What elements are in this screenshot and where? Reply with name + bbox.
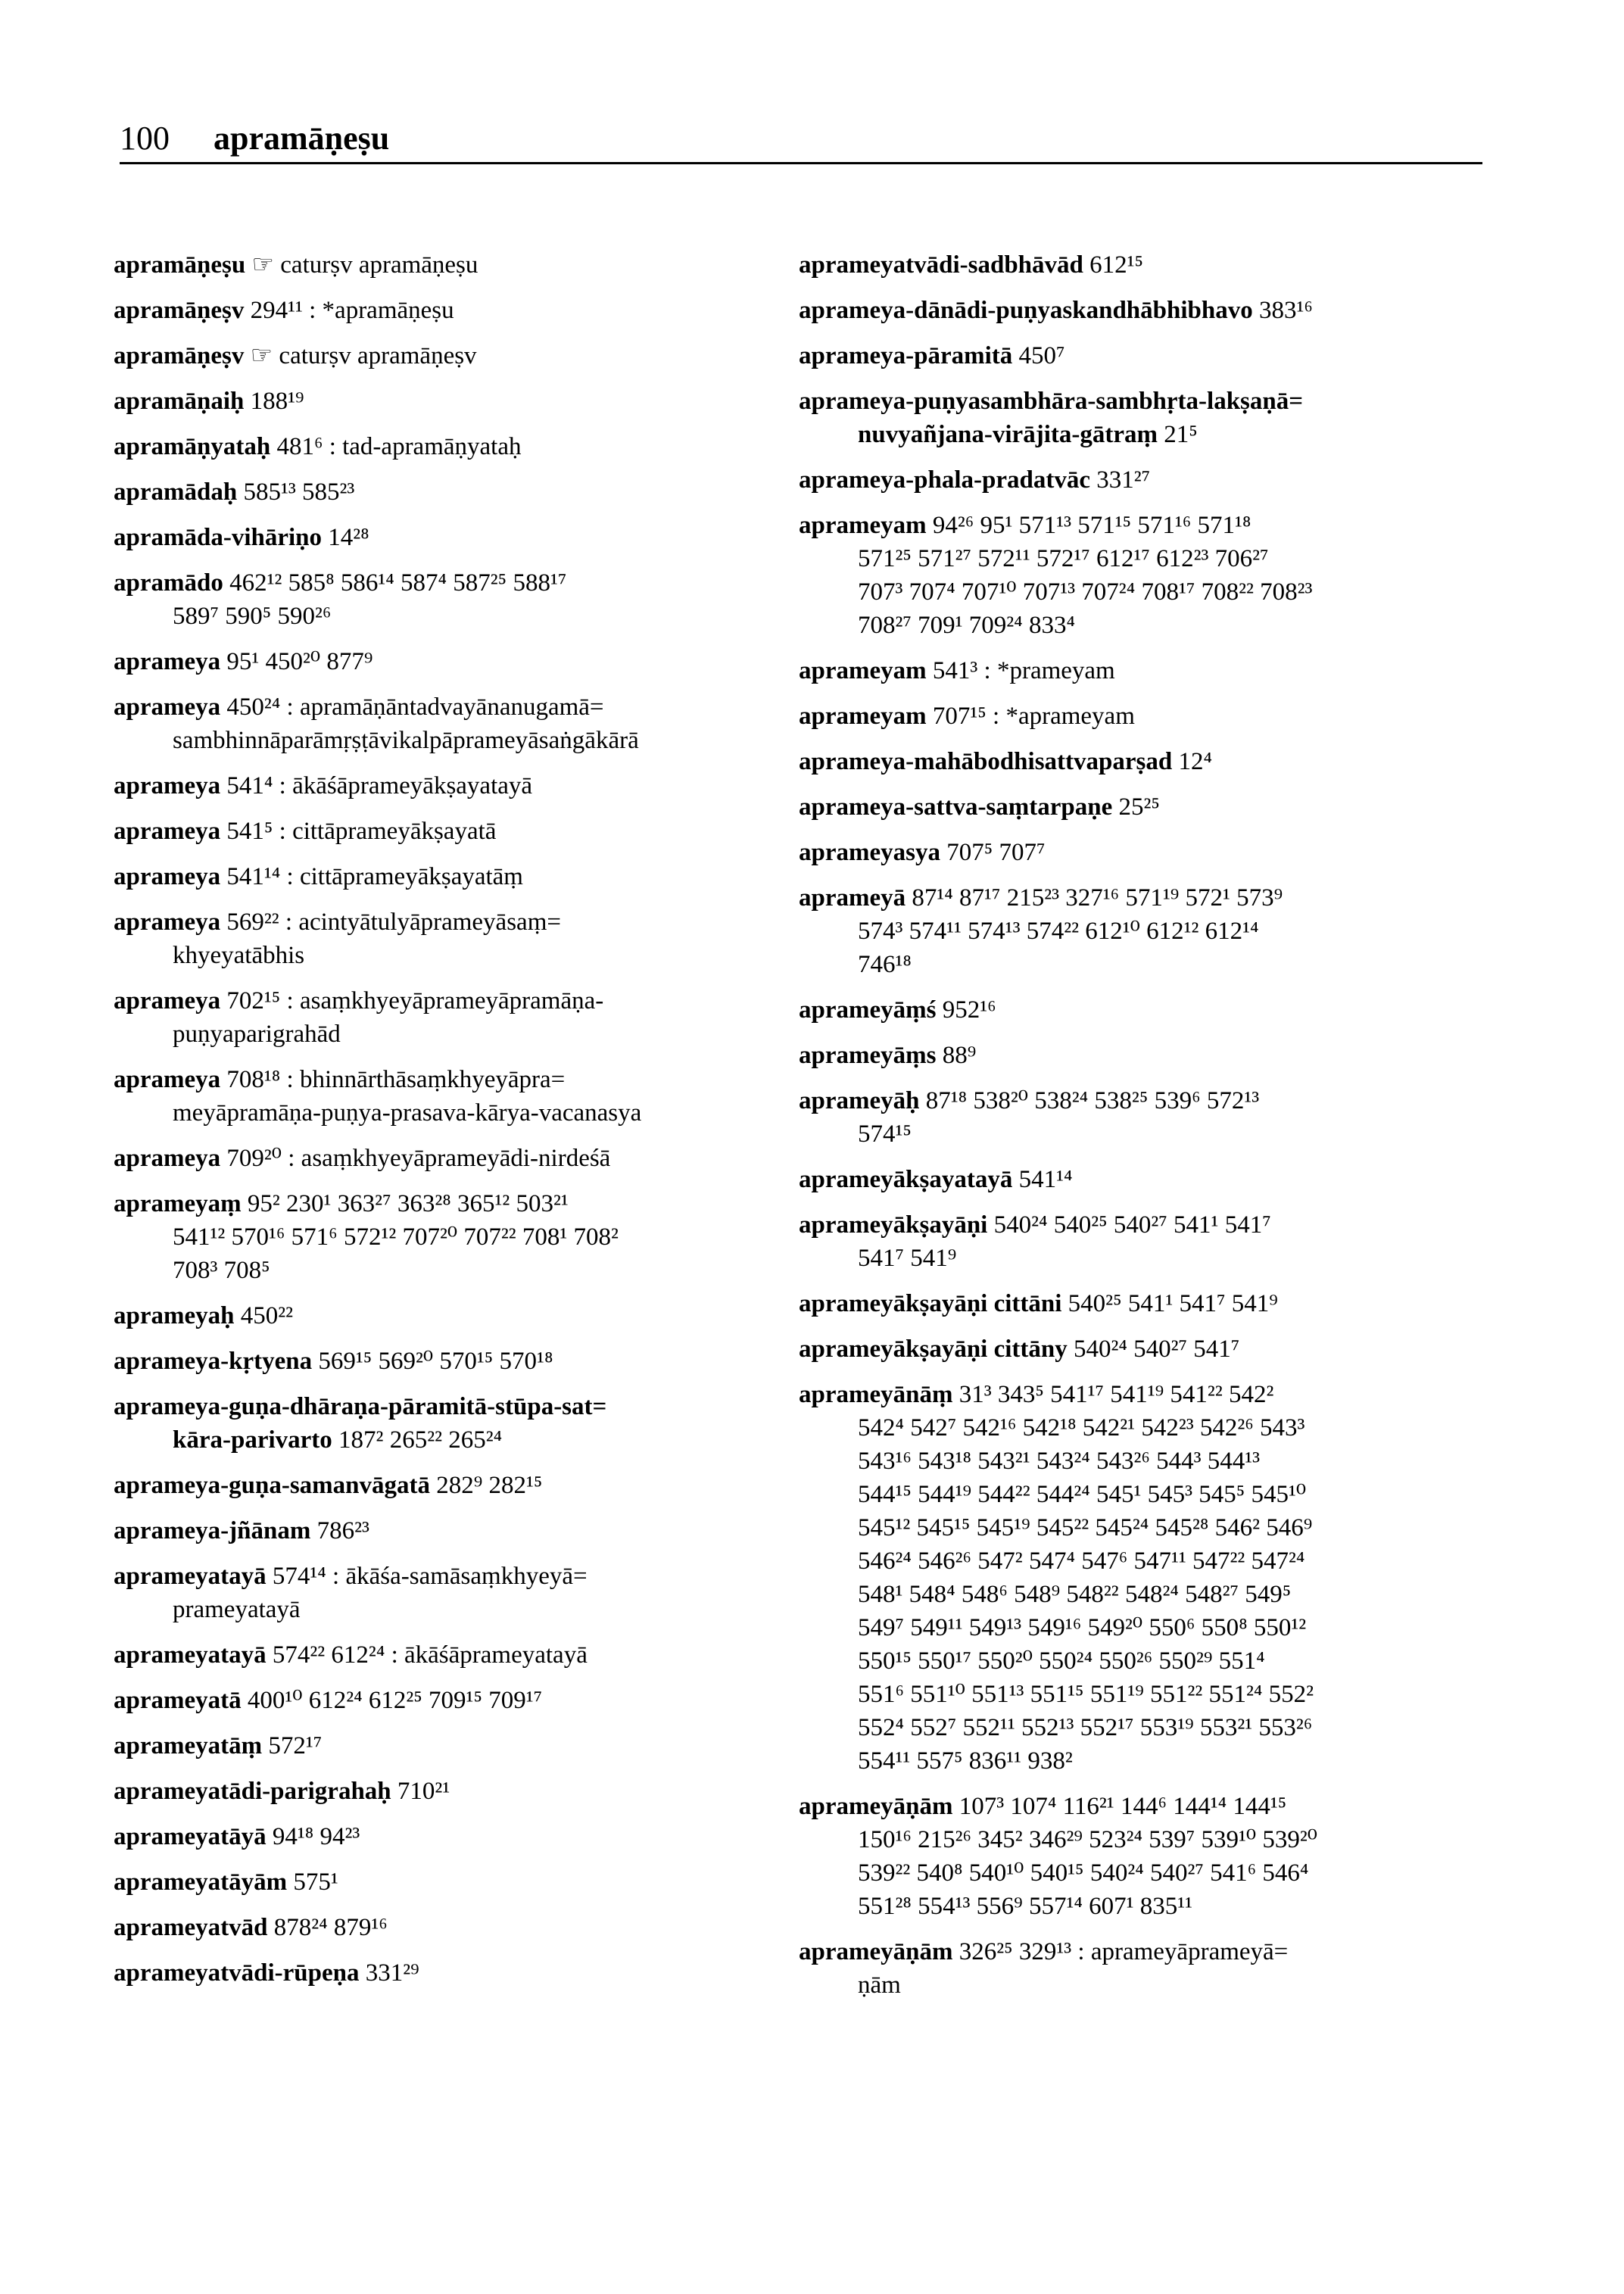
- index-entry: [114, 645, 780, 678]
- index-entry: [799, 700, 1465, 733]
- entry-headword: aprameyāḥ: [799, 1087, 920, 1114]
- entry-references: 575¹: [293, 1869, 338, 1896]
- entry-references: 450⁷: [1018, 342, 1065, 369]
- index-entry: [799, 1208, 1465, 1275]
- index-entry: [799, 385, 1465, 451]
- entry-references: 585¹³ 585²³: [243, 478, 355, 506]
- entry-references: 25²⁵: [1118, 793, 1160, 821]
- index-entry: [799, 881, 1465, 981]
- entry-headword: apramāda-vihāriṇo: [114, 524, 323, 551]
- index-entry: [114, 294, 780, 327]
- entry-headword: aprameya-sattva-saṃtarpaṇe: [799, 793, 1113, 821]
- index-entry: [114, 860, 780, 893]
- entry-headword: aprameyā: [799, 884, 906, 912]
- entry-headword: aprameya: [114, 987, 221, 1015]
- entry-headword: aprameyasya: [799, 839, 940, 866]
- entry-references: 708¹⁸ : bhinnārthāsaṃkhyeyāpra= meyāpramāṇa-puṇya-prasava-kārya-vacanasya: [173, 1066, 642, 1127]
- entry-headword: aprameyāṇām: [799, 1938, 953, 1965]
- entry-headword: aprameyākṣayatayā: [799, 1166, 1013, 1193]
- page-header: [120, 115, 1482, 164]
- entry-references: 87¹⁸ 538²⁰ 538²⁴ 538²⁵ 539⁶ 572¹³ 574¹⁵: [858, 1087, 1260, 1148]
- index-entry: [114, 248, 780, 282]
- index-entry: [799, 836, 1465, 869]
- entry-headword: apramādaḥ: [114, 478, 238, 506]
- entry-headword: aprameya-dānādi-puṇyaskandhābhibhavo: [799, 297, 1253, 324]
- index-entry: [114, 815, 780, 848]
- index-entry: [799, 654, 1465, 687]
- entry-headword: apramāṇeṣv: [114, 297, 245, 324]
- entry-references: 87¹⁴ 87¹⁷ 215²³ 327¹⁶ 571¹⁹ 572¹ 573⁹ 574³ 574¹¹ 574¹³ 574²² 612¹⁰ 612¹² 612¹⁴ 746¹⁸: [858, 884, 1283, 978]
- entry-references: ☞ caturṣv apramāṇeṣv: [250, 342, 477, 369]
- entry-references: 786²³: [316, 1517, 369, 1544]
- entry-references: 331²⁹: [365, 1959, 419, 1987]
- index-entry: [114, 1684, 780, 1717]
- entry-references: 94¹⁸ 94²³: [272, 1823, 360, 1850]
- index-entry: [799, 339, 1465, 372]
- entry-headword: aprameyatayā: [114, 1641, 267, 1669]
- entry-headword: aprameya: [114, 1145, 221, 1172]
- index-entry: [799, 1084, 1465, 1151]
- entry-references: 709²⁰ : asaṃkhyeyāprameyādi-nirdeśā: [226, 1145, 611, 1172]
- index-entry: [114, 769, 780, 803]
- index-entry: [114, 984, 780, 1051]
- entry-references: 540²⁴ 540²⁷ 541⁷: [1074, 1336, 1240, 1363]
- entry-references: 383¹⁶: [1259, 297, 1313, 324]
- entry-headword: apramāṇaiḥ: [114, 388, 245, 415]
- entry-headword: apramāṇeṣv: [114, 342, 245, 369]
- index-entry: [114, 1865, 780, 1899]
- entry-headword: aprameya: [114, 863, 221, 890]
- entry-references: 88⁹: [942, 1042, 977, 1069]
- entry-references: 450²⁴ : apramāṇāntadvayānanugamā= sambhinnāparāmṛṣṭāvikalpāprameyāsaṅgākārā: [173, 693, 639, 754]
- entry-headword: aprameyatvādi-rūpeṇa: [114, 1959, 360, 1987]
- entry-headword: aprameyākṣayāṇi cittāni: [799, 1290, 1062, 1317]
- index-entry: [114, 385, 780, 418]
- entry-headword: aprameyāṇām: [799, 1793, 953, 1820]
- entry-headword: aprameyaṃ: [114, 1190, 242, 1217]
- entry-references: 569¹⁵ 569²⁰ 570¹⁵ 570¹⁸: [318, 1348, 553, 1375]
- entry-headword: aprameya: [114, 909, 221, 936]
- entry-references: 574²² 612²⁴ : ākāśāprameyatayā: [272, 1641, 588, 1669]
- entry-headword: aprameya-pāramitā: [799, 342, 1013, 369]
- index-entry: [114, 1775, 780, 1808]
- index-entry: [799, 993, 1465, 1027]
- entry-headword: apramāṇeṣu: [114, 251, 246, 279]
- entry-references: 540²⁵ 541¹ 541⁷ 541⁹: [1068, 1290, 1278, 1317]
- entry-headword: aprameyāṃs: [799, 1042, 937, 1069]
- entry-references: 14²⁸: [328, 524, 369, 551]
- entry-references: 702¹⁵ : asaṃkhyeyāprameyāpramāṇa- puṇyaparigrahād: [173, 987, 604, 1048]
- index-entry: [799, 463, 1465, 497]
- entry-references: 400¹⁰ 612²⁴ 612²⁵ 709¹⁵ 709¹⁷: [247, 1687, 543, 1714]
- entry-headword: aprameyam: [799, 703, 927, 730]
- page-number: 100: [120, 120, 170, 157]
- index-entry: [799, 294, 1465, 327]
- index-entry: [114, 1820, 780, 1853]
- index-entry: [114, 475, 780, 509]
- index-entry: [114, 1560, 780, 1626]
- entry-headword: aprameya: [114, 772, 221, 799]
- index-entry: [114, 1911, 780, 1944]
- entry-headword: aprameyam: [799, 657, 927, 684]
- entry-headword: aprameyāṃś: [799, 996, 937, 1024]
- index-entry: [114, 1187, 780, 1287]
- index-entry: [114, 1638, 780, 1672]
- index-entry: [114, 905, 780, 972]
- entry-references: 12⁴: [1178, 748, 1212, 775]
- entry-headword: aprameyatāṃ: [114, 1732, 263, 1759]
- entry-references: 612¹⁵: [1089, 251, 1144, 279]
- index-entry: [114, 521, 780, 554]
- index-entry: [114, 339, 780, 372]
- index-entry: [114, 1345, 780, 1378]
- entry-references: 94²⁶ 95¹ 571¹³ 571¹⁵ 571¹⁶ 571¹⁸ 571²⁵ 571²⁷ 572¹¹ 572¹⁷ 612¹⁷ 612²³ 706²⁷ 707³ 707⁴ 707¹⁰ 707¹³ 707²⁴ 708¹⁷ 708²² 708²³ 708²⁷ 709¹ 709²⁴ 833⁴: [858, 512, 1313, 639]
- entry-headword: aprameya-guṇa-samanvāgatā: [114, 1472, 430, 1499]
- entry-references: 107³ 107⁴ 116²¹ 144⁶ 144¹⁴ 144¹⁵ 150¹⁶ 215²⁶ 345² 346²⁹ 523²⁴ 539⁷ 539¹⁰ 539²⁰ 539²² 540⁸ 540¹⁰ 540¹⁵ 540²⁴ 540²⁷ 541⁶ 546⁴ 551²⁸ 554¹³ 556⁹ 557¹⁴ 607¹ 835¹¹: [858, 1793, 1317, 1920]
- entry-references: 569²² : acintyātulyāprameyāsaṃ= khyeyatābhis: [173, 909, 561, 969]
- index-entry: [114, 1514, 780, 1548]
- entry-references: 541³ : *prameyam: [932, 657, 1115, 684]
- entry-references: 707⁵ 707⁷: [946, 839, 1046, 866]
- entry-headword: aprameyatādi-parigrahaḥ: [114, 1778, 391, 1805]
- entry-headword: aprameyākṣayāṇi cittāny: [799, 1336, 1068, 1363]
- index-entry: [114, 1063, 780, 1130]
- entry-references: 21⁵: [1164, 421, 1198, 448]
- entry-references: 481⁶ : tad-apramāṇyataḥ: [276, 433, 522, 460]
- entry-headword: aprameyaḥ: [114, 1302, 235, 1329]
- index-entry: [799, 1287, 1465, 1320]
- index-entry: [114, 690, 780, 757]
- entry-headword: aprameya-guṇa-dhāraṇa-pāramitā-stūpa-sat= kāra-parivarto: [114, 1393, 607, 1454]
- entry-references: 572¹⁷: [268, 1732, 323, 1759]
- entry-references: 952¹⁶: [942, 996, 996, 1024]
- entry-references: 574¹⁴ : ākāśa-samāsaṃkhyeyā= prameyatayā: [173, 1563, 588, 1623]
- index-entry: [799, 790, 1465, 824]
- entry-headword: apramādo: [114, 569, 223, 597]
- entry-headword: aprameya-phala-pradatvāc: [799, 466, 1090, 494]
- index-entry: [114, 566, 780, 633]
- entry-references: 95¹ 450²⁰ 877⁹: [226, 648, 373, 675]
- index-entry: [114, 1142, 780, 1175]
- entry-references: 187² 265²² 265²⁴: [338, 1426, 503, 1454]
- entry-headword: aprameyatā: [114, 1687, 242, 1714]
- entry-headword: aprameyatāyā: [114, 1823, 267, 1850]
- entry-references: ☞ caturṣv apramāṇeṣu: [251, 251, 478, 279]
- entry-headword: aprameya: [114, 1066, 221, 1093]
- entry-headword: aprameya: [114, 693, 221, 721]
- entry-headword: aprameya: [114, 648, 221, 675]
- entry-references: 294¹¹ : *apramāṇeṣu: [250, 297, 454, 324]
- entry-headword: apramāṇyataḥ: [114, 433, 271, 460]
- index-entry: [799, 1935, 1465, 2002]
- entry-headword: aprameya-mahābodhisattvaparṣad: [799, 748, 1173, 775]
- entry-references: 188¹⁹: [250, 388, 304, 415]
- entry-headword: aprameyatāyām: [114, 1869, 288, 1896]
- entry-references: 710²¹: [397, 1778, 450, 1805]
- index-entry: [114, 1299, 780, 1332]
- index-entry: [114, 1956, 780, 1990]
- index-entry: [799, 1332, 1465, 1366]
- index-entry: [799, 1790, 1465, 1923]
- entry-references: 31³ 343⁵ 541¹⁷ 541¹⁹ 541²² 542² 542⁴ 542⁷ 542¹⁶ 542¹⁸ 542²¹ 542²³ 542²⁶ 543³ 543¹⁶ 543¹⁸ 543²¹ 543²⁴ 543²⁶ 544³ 544¹³ 544¹⁵ 544¹⁹ 544²² 544²⁴ 545¹ 545³ 545⁵ 545¹⁰ 545¹² 545¹⁵ 545¹⁹ 545²² 545²⁴ 545²⁸ 546² 546⁹ 546²⁴ 546²⁶ 547² 547⁴ 547⁶ 547¹¹ 547²² 547²⁴ 548¹ 548⁴ 548⁶ 548⁹ 548²² 548²⁴ 548²⁷ 549⁵ 549⁷ 549¹¹ 549¹³ 549¹⁶ 549²⁰ 550⁶ 550⁸ 550¹² 550¹⁵ 550¹⁷ 550²⁰ 550²⁴ 550²⁶ 550²⁹ 551⁴ 551⁶ 551¹⁰ 551¹³ 551¹⁵ 551¹⁹ 551²² 551²⁴ 552² 552⁴ 552⁷ 552¹¹ 552¹³ 552¹⁷ 553¹⁹ 553²¹ 553²⁶ 554¹¹ 557⁵ 836¹¹ 938²: [858, 1381, 1314, 1775]
- index-entry: [799, 1378, 1465, 1778]
- entry-references: 95² 230¹ 363²⁷ 363²⁸ 365¹² 503²¹ 541¹² 570¹⁶ 571⁶ 572¹² 707²⁰ 707²² 708¹ 708² 708³ 708⁵: [173, 1190, 619, 1284]
- entry-references: 540²⁴ 540²⁵ 540²⁷ 541¹ 541⁷ 541⁷ 541⁹: [858, 1211, 1271, 1272]
- entry-references: 541⁴ : ākāśāprameyākṣayatayā: [226, 772, 533, 799]
- entry-headword: aprameyatvādi-sadbhāvād: [799, 251, 1083, 279]
- index-entry: [114, 1729, 780, 1763]
- index-entry: [799, 1163, 1465, 1196]
- entry-references: 541¹⁴ : cittāprameyākṣayatāṃ: [226, 863, 523, 890]
- entry-references: 541⁵ : cittāprameyākṣayatā: [226, 818, 497, 845]
- entry-references: 450²²: [240, 1302, 294, 1329]
- entry-headword: aprameyatvād: [114, 1914, 268, 1941]
- index-entry: [114, 430, 780, 463]
- entry-references: 462¹² 585⁸ 586¹⁴ 587⁴ 587²⁵ 588¹⁷ 589⁷ 590⁵ 590²⁶: [173, 569, 567, 630]
- index-entry: [114, 1390, 780, 1457]
- entry-headword: aprameyatayā: [114, 1563, 267, 1590]
- running-title: apramāṇeṣu: [214, 120, 390, 157]
- entry-headword: aprameyākṣayāṇi: [799, 1211, 988, 1239]
- entry-references: 331²⁷: [1096, 466, 1151, 494]
- entry-headword: aprameya: [114, 818, 221, 845]
- entry-references: 282⁹ 282¹⁵: [436, 1472, 543, 1499]
- entry-headword: aprameyānāṃ: [799, 1381, 953, 1408]
- entry-references: 541¹⁴: [1018, 1166, 1073, 1193]
- entry-headword: aprameyam: [799, 512, 927, 539]
- left-column: [114, 248, 780, 2002]
- index-entry: [799, 1039, 1465, 1072]
- entry-headword: aprameya-puṇyasambhāra-sambhṛta-lakṣaṇā= nuvyañjana-virājita-gātraṃ: [799, 388, 1304, 448]
- index-entry: [114, 1469, 780, 1502]
- entry-references: 707¹⁵ : *aprameyam: [932, 703, 1135, 730]
- entry-references: 878²⁴ 879¹⁶: [273, 1914, 388, 1941]
- index-entry: [799, 509, 1465, 642]
- entry-headword: aprameya-kṛtyena: [114, 1348, 313, 1375]
- entry-headword: aprameya-jñānam: [114, 1517, 311, 1544]
- entry-references: 326²⁵ 329¹³ : aprameyāprameyā= ṇām: [858, 1938, 1289, 1999]
- right-column: [799, 248, 1465, 2014]
- index-entry: [799, 248, 1465, 282]
- index-entry: [799, 745, 1465, 778]
